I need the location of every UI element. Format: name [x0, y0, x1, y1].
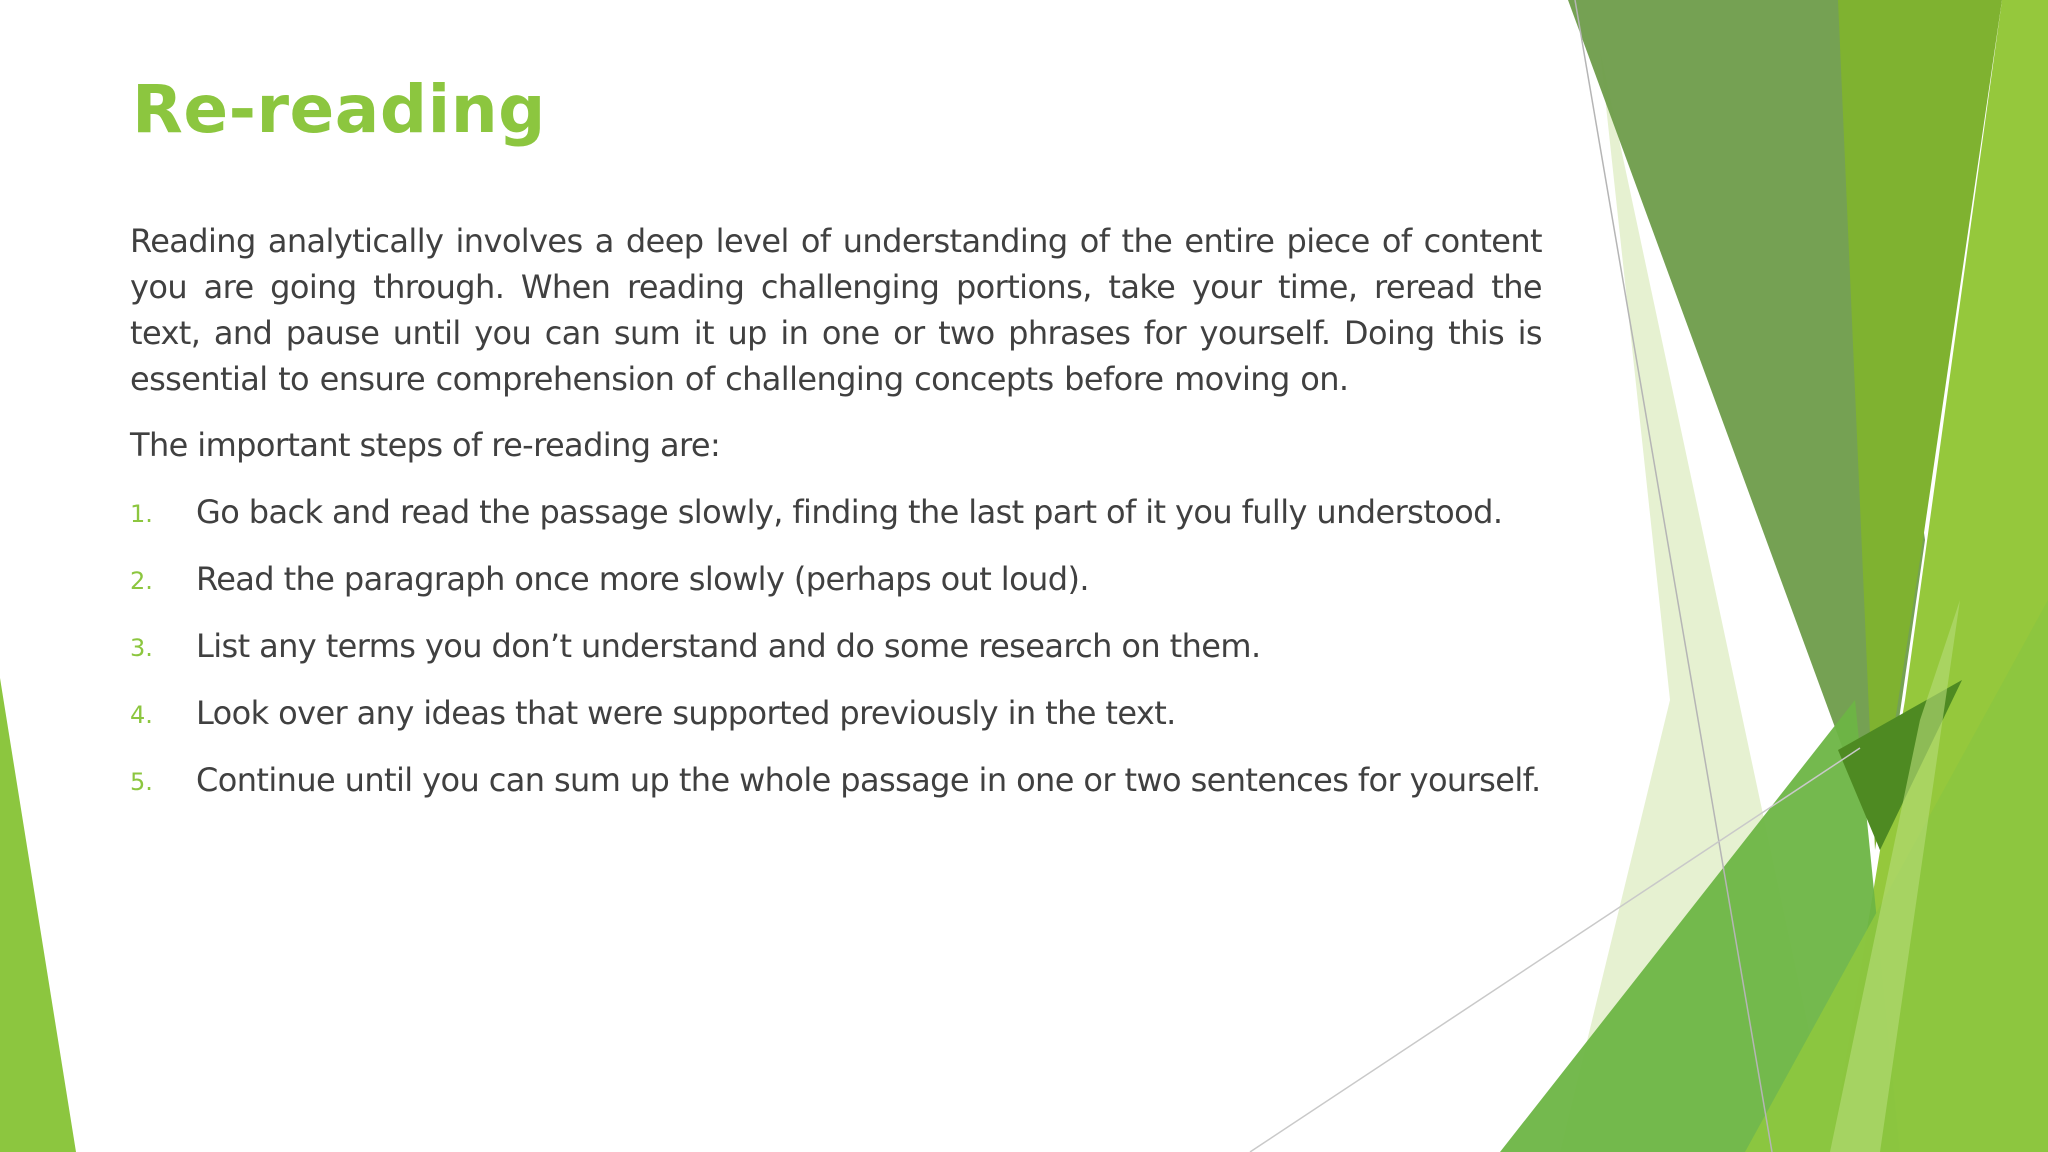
- slide-title: Re-reading: [132, 71, 546, 148]
- list-item-text: Read the paragraph once more slowly (perhaps out loud).: [196, 560, 1089, 598]
- steps-lead: The important steps of re-reading are:: [130, 426, 721, 464]
- slide-body: [130, 218, 1542, 824]
- list-item: [130, 623, 1542, 669]
- list-item-text: Look over any ideas that were supported previously in the text.: [196, 694, 1176, 732]
- list-item: [130, 556, 1542, 602]
- list-item-text: Continue until you can sum up the whole passage in one or two sentences for yourself.: [196, 761, 1541, 799]
- left-green-sliver: [0, 678, 76, 1152]
- list-item-number: 4.: [130, 701, 153, 729]
- list-item-number: 2.: [130, 567, 153, 595]
- list-item-number: 1.: [130, 500, 153, 528]
- steps-list: [130, 489, 1542, 803]
- list-item: [130, 690, 1542, 736]
- list-item-text: List any terms you don’t understand and do some research on them.: [196, 627, 1261, 665]
- intro-paragraph: Reading analytically involves a deep level of understanding of the entire piece of content you are going through. When reading challenging portions, take your time, reread the text, and pause until you can sum it up in one or two phrases for yourself. Doing this is essential to ensure comprehension of challenging concepts before moving on.: [130, 222, 1542, 398]
- list-item: [130, 757, 1542, 803]
- list-item-number: 5.: [130, 768, 153, 796]
- list-item: [130, 489, 1542, 535]
- list-item-text: Go back and read the passage slowly, finding the last part of it you fully understood.: [196, 493, 1503, 531]
- list-item-number: 3.: [130, 634, 153, 662]
